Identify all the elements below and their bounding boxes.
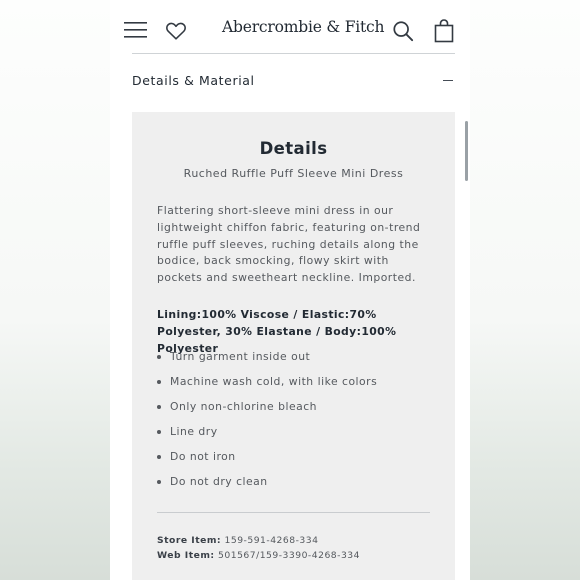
list-item (157, 348, 437, 373)
details-heading: Details (259, 139, 328, 158)
shopping-bag-icon[interactable] (434, 19, 454, 43)
web-item-number (157, 550, 360, 561)
list-item (157, 448, 437, 473)
store-item-value: 159-591-4268-334 (224, 535, 319, 546)
top-navigation-bar (110, 0, 470, 54)
product-page (110, 0, 470, 580)
web-item-label: Web Item: (157, 550, 215, 561)
list-item (157, 423, 437, 448)
material-composition: Lining:100% Viscose / Elastic:70% Polyester, 30% Elastane / Body:100% Polyester (157, 308, 397, 355)
bullet-icon (157, 405, 161, 409)
care-instruction: Do not iron (170, 450, 236, 464)
accordion-title: Details & Material (132, 73, 255, 88)
list-item (157, 373, 437, 398)
bullet-icon (157, 430, 161, 434)
web-item-value: 501567/159-3390-4268-334 (218, 550, 360, 561)
list-item (157, 473, 437, 498)
bullet-icon (157, 455, 161, 459)
care-instruction: Do not dry clean (170, 475, 268, 489)
menu-icon[interactable] (124, 20, 148, 40)
item-number-divider (157, 512, 430, 513)
details-material-accordion-toggle[interactable] (132, 62, 455, 100)
search-icon[interactable] (392, 20, 414, 42)
store-item-number (157, 535, 318, 546)
store-item-label: Store Item: (157, 535, 222, 546)
care-instructions-list (157, 348, 437, 499)
heart-icon[interactable] (165, 20, 187, 42)
panel-scrollbar[interactable] (465, 121, 468, 181)
care-instruction: Line dry (170, 425, 218, 439)
bullet-icon (157, 355, 161, 359)
minus-icon[interactable] (443, 80, 453, 81)
care-instruction: Turn garment inside out (170, 350, 311, 363)
product-description: Flattering short-sleeve mini dress in our lightweight chiffon fabric, featuring on-trend ruffle puff sleeves, ruching details along the bodice, back smocking, flowy skirt with pockets and sweetheart neckline. Imported. (157, 204, 421, 285)
care-instruction: Machine wash cold, with like colors (170, 375, 378, 389)
bullet-icon (157, 380, 161, 384)
bullet-icon (157, 480, 161, 484)
brand-logo[interactable]: Abercrombie & Fitch (222, 18, 385, 36)
care-instruction: Only non-chlorine bleach (170, 400, 317, 414)
list-item (157, 398, 437, 423)
header-divider (132, 53, 455, 54)
product-name: Ruched Ruffle Puff Sleeve Mini Dress (183, 167, 404, 180)
details-panel (132, 112, 455, 580)
